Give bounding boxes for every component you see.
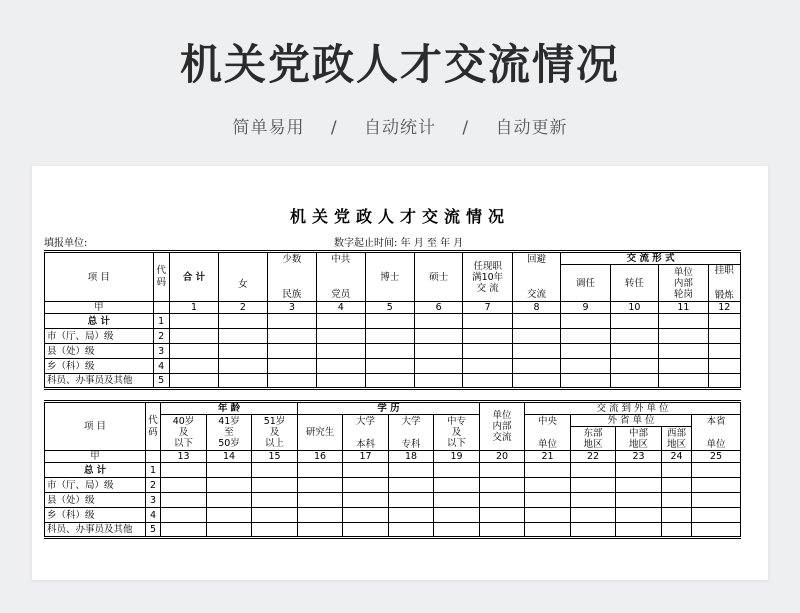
subtitle-auto-stat: 自动统计 <box>364 118 436 138</box>
header-central: 中部 地区 <box>616 427 662 451</box>
row-code: 2 <box>146 478 161 493</box>
col-num: 13 <box>161 451 207 463</box>
row-code: 5 <box>153 374 169 389</box>
header-west: 西部 地区 <box>662 427 692 451</box>
row-label: 市（厅、局）级 <box>45 329 154 344</box>
fill-unit-label: 填报单位: <box>44 238 88 249</box>
col-num: 8 <box>512 302 560 314</box>
row-label: 科员、办事员及其他 <box>45 374 154 389</box>
header-age-41-50: 41岁 至 50岁 <box>207 415 252 451</box>
exchange-table <box>44 250 741 390</box>
table-row <box>45 508 741 523</box>
header-age-40: 40岁 及 以下 <box>161 415 207 451</box>
header-reassign: 转任 <box>610 265 658 302</box>
table-row <box>45 478 741 493</box>
col-num: 2 <box>219 302 267 314</box>
col-num: 7 <box>463 302 512 314</box>
col-num: 10 <box>610 302 658 314</box>
header-junior-college: 大学 专科 <box>389 415 434 451</box>
header-doctor: 博士 <box>365 252 414 302</box>
header-other-province: 外 省 单 位 <box>571 415 692 427</box>
header-education: 学 历 <box>298 402 480 415</box>
table-row <box>45 329 741 344</box>
row-code: 5 <box>146 523 161 538</box>
header-code: 代码 <box>153 252 169 302</box>
col-num: 25 <box>692 451 741 463</box>
col-num: 22 <box>571 451 616 463</box>
header-item: 项 目 <box>45 252 154 302</box>
col-num: 3 <box>267 302 316 314</box>
date-range-label: 数字起止时间: 年 月 至 年 月 <box>334 238 464 249</box>
row-label: 乡（科）级 <box>45 508 146 523</box>
row-code: 1 <box>146 463 161 478</box>
col-num: 1 <box>169 302 218 314</box>
header-secondary: 中专 及 以下 <box>434 415 480 451</box>
col-num: 4 <box>317 302 365 314</box>
row-label: 乡（科）级 <box>45 359 154 374</box>
row-code: 3 <box>153 344 169 359</box>
header-party-member: 中共 党员 <box>317 252 365 302</box>
header-age-51: 51岁 及 以上 <box>252 415 298 451</box>
col-num: 16 <box>298 451 343 463</box>
header-postgraduate: 研究生 <box>298 415 343 451</box>
row-code: 4 <box>153 359 169 374</box>
col-num: 21 <box>525 451 571 463</box>
row-code: 1 <box>153 314 169 329</box>
row-label: 市（厅、局）级 <box>45 478 146 493</box>
header-transfer-appoint: 调任 <box>561 265 610 302</box>
row-code: 2 <box>153 329 169 344</box>
row-code: 3 <box>146 493 161 508</box>
header-minority: 少数 民族 <box>267 252 316 302</box>
header-east: 东部 地区 <box>571 427 616 451</box>
composition-table <box>44 400 741 539</box>
table-row <box>45 344 741 359</box>
header-avoidance: 回避 交流 <box>512 252 560 302</box>
header-external-exchange: 交 流 到 外 单 位 <box>525 402 741 415</box>
header-female: 女 <box>219 252 267 302</box>
table-row <box>45 523 741 538</box>
col-num: 15 <box>252 451 298 463</box>
col-num: 5 <box>365 302 414 314</box>
table-row <box>45 493 741 508</box>
table-row <box>45 374 741 389</box>
header-internal-exchange: 单位 内部 交流 <box>480 402 525 451</box>
col-num: 20 <box>480 451 525 463</box>
col-num: 24 <box>662 451 692 463</box>
row-code: 4 <box>146 508 161 523</box>
col-num: 17 <box>343 451 389 463</box>
table-row <box>45 463 741 478</box>
header-item: 项 目 <box>45 402 146 451</box>
header-total: 合 计 <box>169 252 218 302</box>
header-tenure: 任现职 满10年 交 流 <box>463 252 512 302</box>
row-jia: 甲 <box>45 302 154 314</box>
subtitle-easy: 简单易用 <box>232 118 305 138</box>
row-label-total: 总 计 <box>45 463 146 478</box>
table-row <box>45 359 741 374</box>
col-num: 18 <box>389 451 434 463</box>
header-rotation: 单位 内部 轮岗 <box>659 265 708 302</box>
subtitle-separator: / <box>330 118 338 138</box>
row-jia: 甲 <box>45 451 146 463</box>
document-title: 机关党政人才交流情况 <box>289 207 510 226</box>
banner-title: 机关党政人才交流情况 <box>179 40 620 89</box>
col-num: 12 <box>708 302 740 314</box>
row-label: 县（处）级 <box>45 344 154 359</box>
header-same-province: 本省 单位 <box>692 415 741 451</box>
header-central-unit: 中央 单位 <box>525 415 571 451</box>
header-code: 代码 <box>146 402 161 451</box>
col-num: 19 <box>434 451 480 463</box>
banner-subtitle <box>0 113 800 138</box>
table-row <box>45 314 741 329</box>
header-master: 硕士 <box>414 252 462 302</box>
subtitle-separator: / <box>462 118 470 138</box>
col-num: 14 <box>207 451 252 463</box>
col-num: 6 <box>414 302 462 314</box>
col-num: 9 <box>561 302 610 314</box>
header-secondment: 挂职 锻炼 <box>708 265 740 302</box>
row-label-total: 总 计 <box>45 314 154 329</box>
spreadsheet-preview <box>32 166 768 580</box>
col-num: 23 <box>616 451 662 463</box>
header-bachelor: 大学 本科 <box>343 415 389 451</box>
row-label: 县（处）级 <box>45 493 146 508</box>
header-exchange-form: 交 流 形 式 <box>561 252 741 265</box>
row-label: 科员、办事员及其他 <box>45 523 146 538</box>
subtitle-auto-update: 自动更新 <box>495 118 568 138</box>
col-num: 11 <box>659 302 708 314</box>
header-age: 年 龄 <box>161 402 298 415</box>
